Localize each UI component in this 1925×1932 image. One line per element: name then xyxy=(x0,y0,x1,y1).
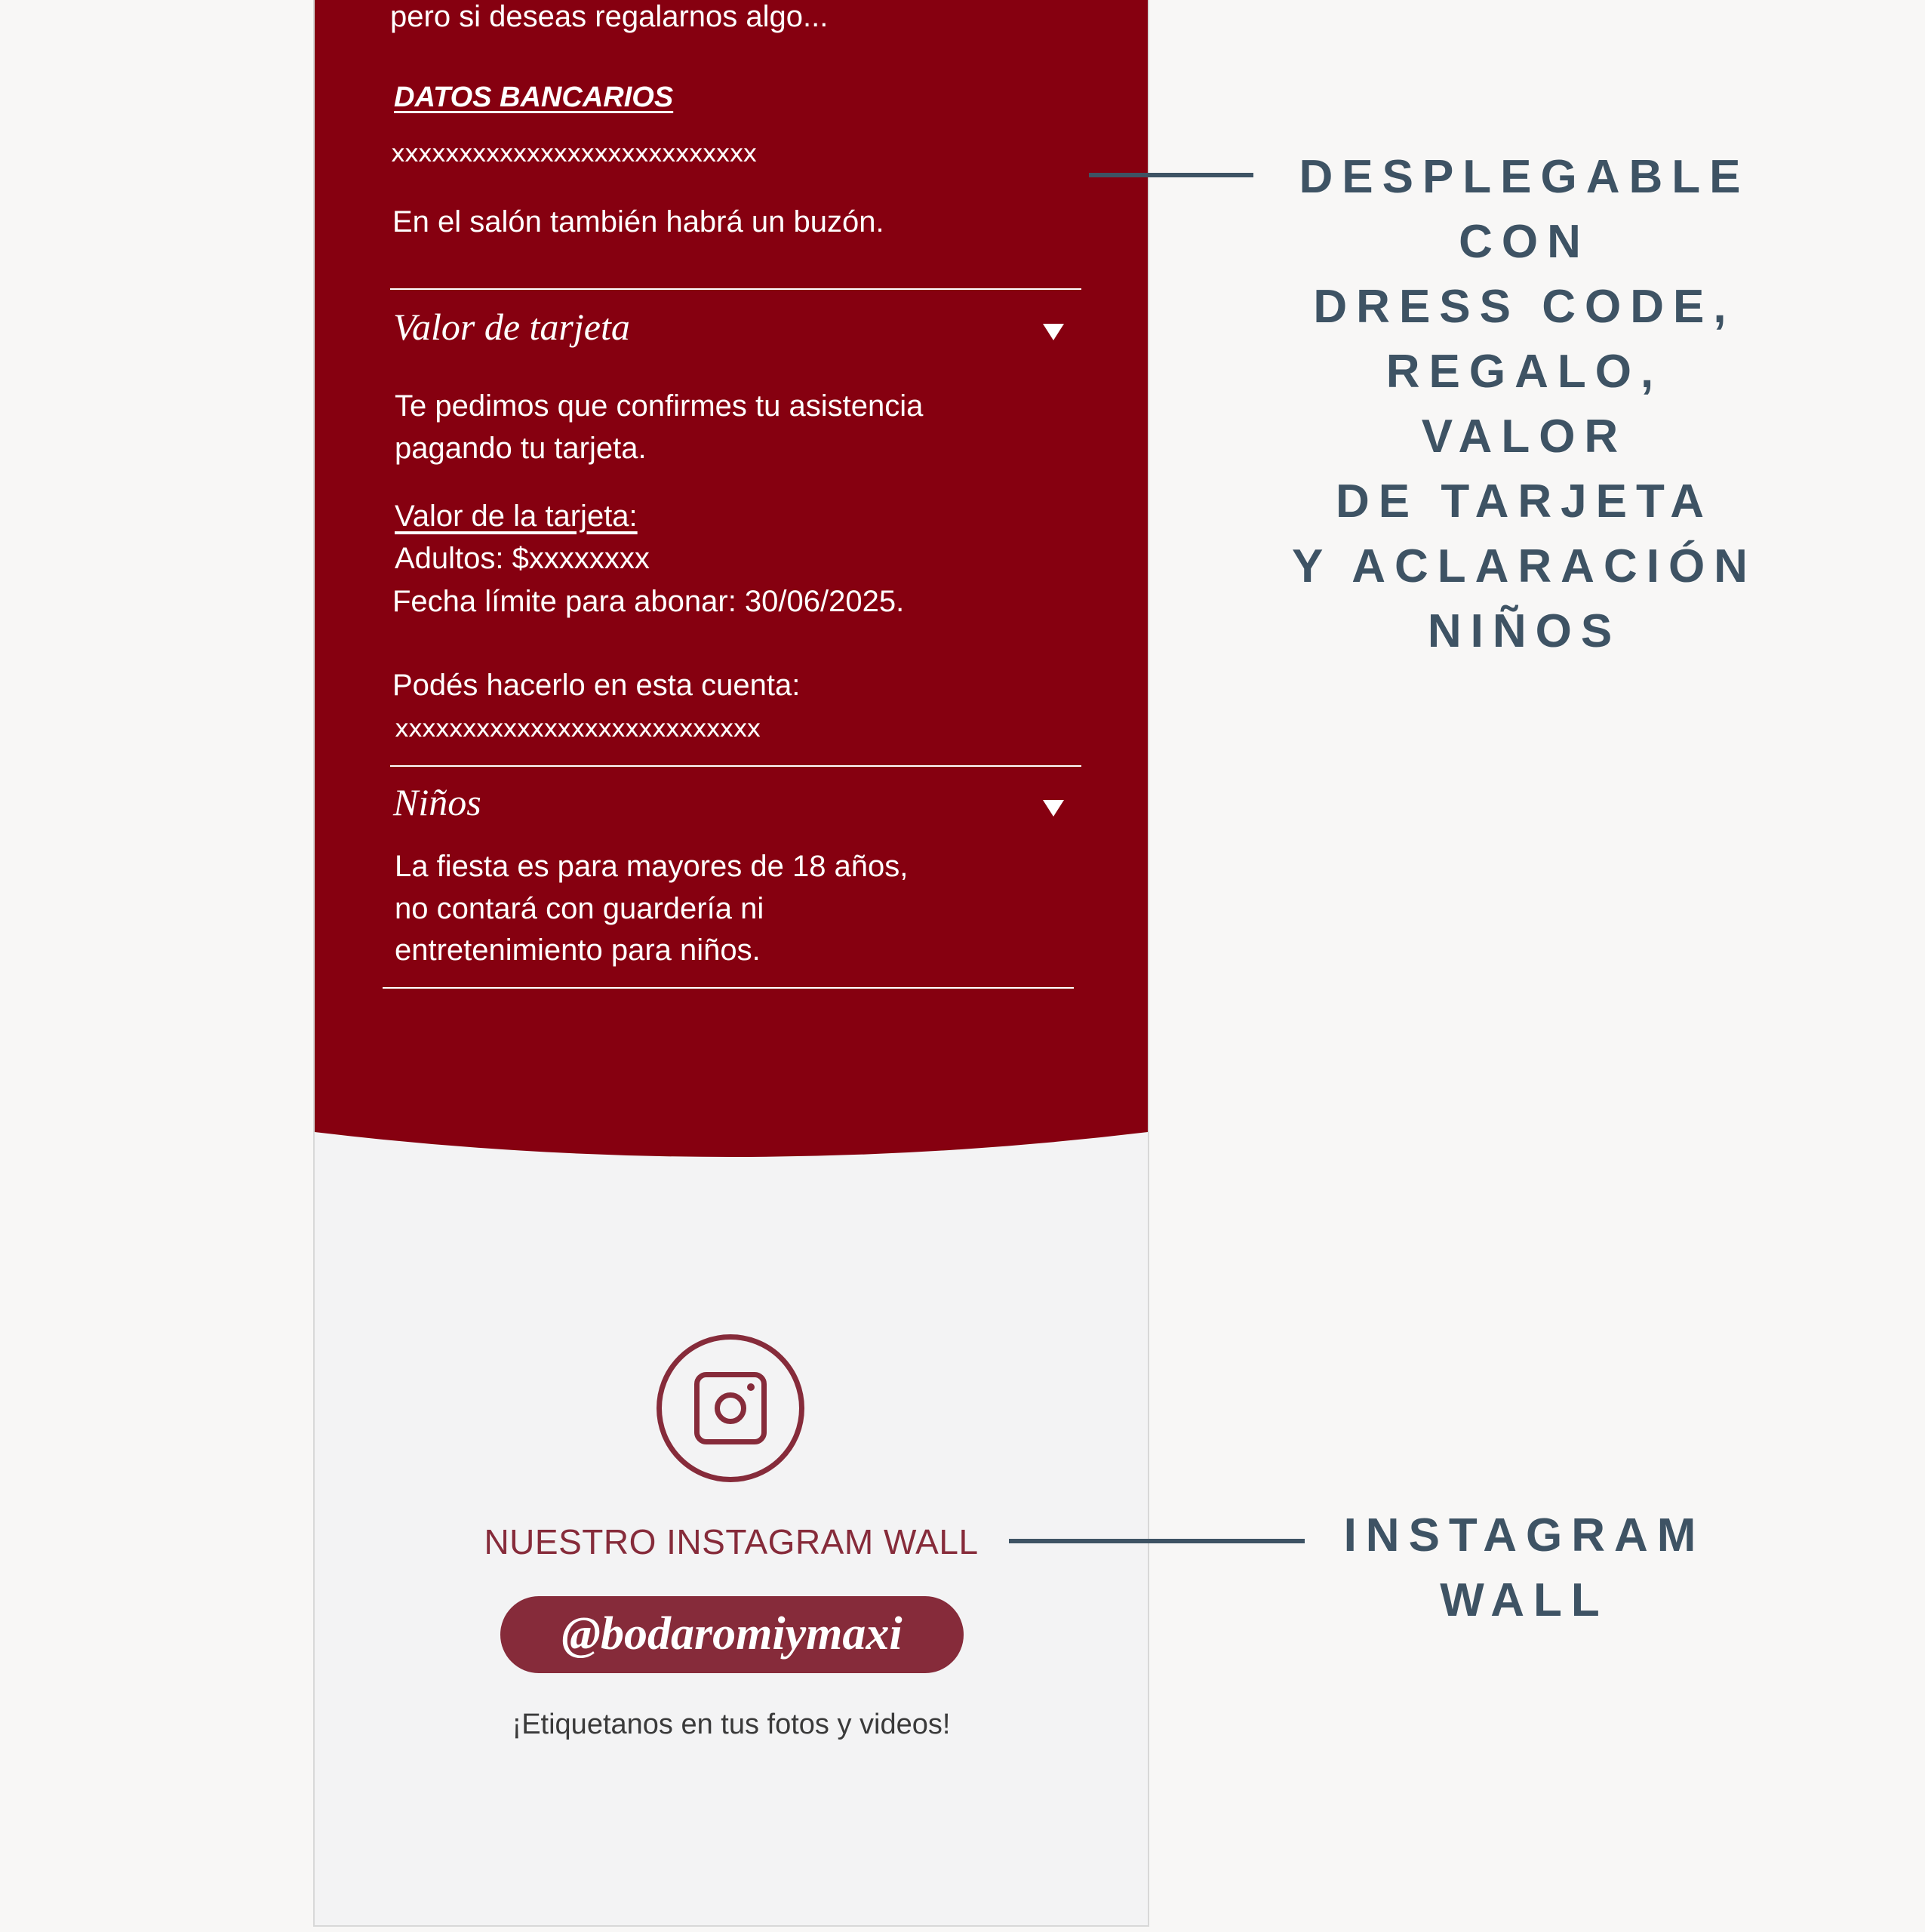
bank-account-number: xxxxxxxxxxxxxxxxxxxxxxxxxxx xyxy=(391,139,757,168)
annotation-line: DESPLEGABLE xyxy=(1299,151,1750,203)
annotation-connector-dropdown xyxy=(1089,173,1253,177)
bank-details-title: DATOS BANCARIOS xyxy=(394,82,674,113)
card-value-label: Valor de la tarjeta: xyxy=(395,500,638,533)
divider xyxy=(390,765,1081,767)
annotation-line: REGALO, xyxy=(1385,346,1663,398)
annotation-dropdown xyxy=(1253,145,1796,664)
instagram-camera-outline xyxy=(694,1372,767,1444)
instagram-lens xyxy=(715,1392,746,1424)
kids-line-2: no contará con guardería ni xyxy=(395,892,764,925)
annotation-line: Y ACLARACIÓN xyxy=(1292,540,1757,592)
kids-line-3: entretenimiento para niños. xyxy=(395,934,761,967)
annotation-connector-instagram xyxy=(1009,1539,1305,1543)
divider xyxy=(383,987,1074,989)
annotation-line: DRESS CODE, xyxy=(1313,281,1736,333)
annotation-line: NIÑOS xyxy=(1427,605,1622,657)
phone-screen xyxy=(313,0,1149,1927)
annotation-line: INSTAGRAM xyxy=(1343,1509,1705,1561)
card-adults-price: Adultos: $xxxxxxxx xyxy=(395,542,650,575)
instagram-wall-title: NUESTRO INSTAGRAM WALL xyxy=(484,1522,979,1561)
card-confirm-line-2: pagando tu tarjeta. xyxy=(395,432,647,465)
accordion-title-card-value[interactable]: Valor de tarjeta xyxy=(393,306,630,348)
instagram-tag-text: ¡Etiquetanos en tus fotos y videos! xyxy=(512,1709,951,1740)
instagram-flash-dot xyxy=(747,1383,755,1391)
annotation-instagram xyxy=(1298,1503,1751,1633)
accordion-title-kids[interactable]: Niños xyxy=(393,781,481,823)
card-account-number: xxxxxxxxxxxxxxxxxxxxxxxxxxx xyxy=(395,714,761,743)
annotation-line: WALL xyxy=(1440,1574,1609,1626)
card-payment-deadline: Fecha límite para abonar: 30/06/2025. xyxy=(392,585,905,618)
instagram-handle-button[interactable]: @bodaromiymaxi xyxy=(500,1596,964,1673)
gift-intro-text: pero si deseas regalarnos algo... xyxy=(390,0,829,33)
chevron-down-icon[interactable] xyxy=(1043,324,1064,340)
card-account-label: Podés hacerlo en esta cuenta: xyxy=(392,669,801,702)
instagram-icon[interactable] xyxy=(657,1334,804,1482)
card-confirm-line-1: Te pedimos que confirmes tu asistencia xyxy=(395,389,924,423)
divider xyxy=(390,288,1081,290)
annotation-line: VALOR xyxy=(1421,411,1628,463)
mailbox-note: En el salón también habrá un buzón. xyxy=(392,205,884,238)
annotation-line: DE TARJETA xyxy=(1335,475,1714,528)
annotation-line: CON xyxy=(1459,216,1590,268)
chevron-down-icon[interactable] xyxy=(1043,800,1064,817)
kids-line-1: La fiesta es para mayores de 18 años, xyxy=(395,850,909,883)
